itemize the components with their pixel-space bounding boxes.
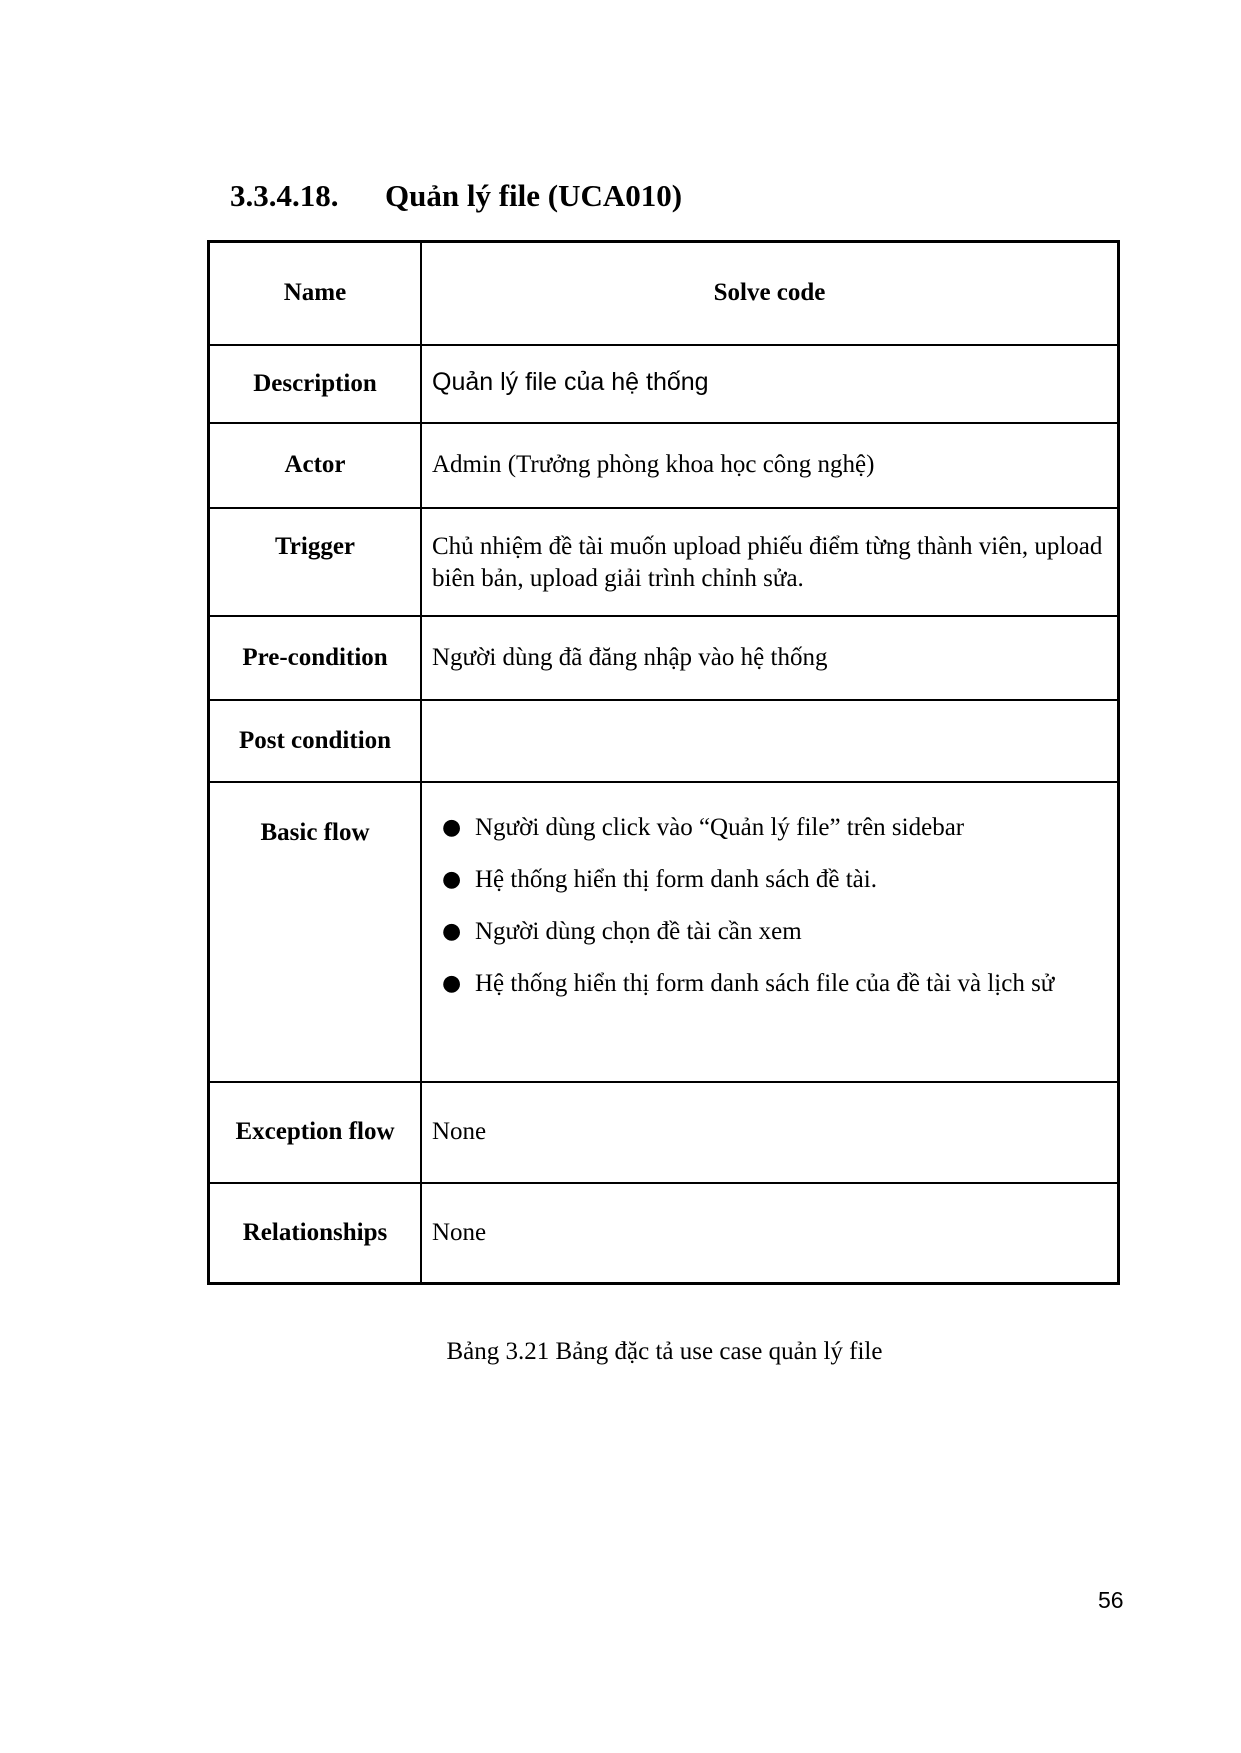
section-heading (230, 178, 682, 214)
list-item: ● Hệ thống hiển thị form danh sách file của đề tài và lịch sử (442, 969, 1055, 997)
table-row (209, 423, 1119, 508)
row-label-pre-condition: Pre-condition (209, 616, 422, 700)
bullet-icon: ● (442, 814, 462, 840)
table-row (209, 700, 1119, 782)
row-value-name: Solve code (421, 242, 1119, 345)
table-row (209, 1082, 1119, 1183)
list-item: ● Người dùng chọn đề tài cần xem (442, 917, 802, 945)
bullet-icon: ● (442, 866, 462, 892)
page-number: 56 (1098, 1587, 1124, 1613)
row-label-relationships: Relationships (209, 1183, 422, 1284)
table-row (209, 345, 1119, 423)
table-row (209, 782, 1119, 1082)
row-label-basic-flow: Basic flow (209, 782, 422, 1082)
row-value-pre-condition: Người dùng đã đăng nhập vào hệ thống (421, 616, 1119, 700)
row-value-actor: Admin (Trưởng phòng khoa học công nghệ) (421, 423, 1119, 508)
section-title: Quản lý file (UCA010) (385, 178, 683, 213)
row-label-exception-flow: Exception flow (209, 1082, 422, 1183)
row-label-name: Name (209, 242, 422, 345)
row-value-post-condition (421, 700, 1119, 782)
use-case-table (207, 240, 1120, 1285)
list-item: ● Người dùng click vào “Quản lý file” trên sidebar (442, 813, 965, 841)
row-label-post-condition: Post condition (209, 700, 422, 782)
table-caption: Bảng 3.21 Bảng đặc tả use case quản lý file (446, 1338, 883, 1365)
table-row (209, 616, 1119, 700)
row-label-description: Description (209, 345, 422, 423)
section-number: 3.3.4.18. (230, 178, 339, 213)
row-value-exception-flow: None (421, 1082, 1119, 1183)
table-row (209, 242, 1119, 345)
row-label-trigger: Trigger (209, 508, 422, 616)
basic-flow-list (432, 783, 1107, 1025)
table-row (209, 508, 1119, 616)
bullet-icon: ● (442, 970, 462, 996)
row-value-description: Quản lý file của hệ thống (421, 345, 1119, 423)
bullet-icon: ● (442, 918, 462, 944)
row-value-trigger: Chủ nhiệm đề tài muốn upload phiếu điểm từng thành viên, upload biên bản, upload giải trình chỉnh sửa. (421, 508, 1119, 616)
list-item: ● Hệ thống hiển thị form danh sách đề tài. (442, 865, 877, 893)
row-value-basic-flow (421, 782, 1119, 1082)
row-value-relationships: None (421, 1183, 1119, 1284)
table-row (209, 1183, 1119, 1284)
row-label-actor: Actor (209, 423, 422, 508)
